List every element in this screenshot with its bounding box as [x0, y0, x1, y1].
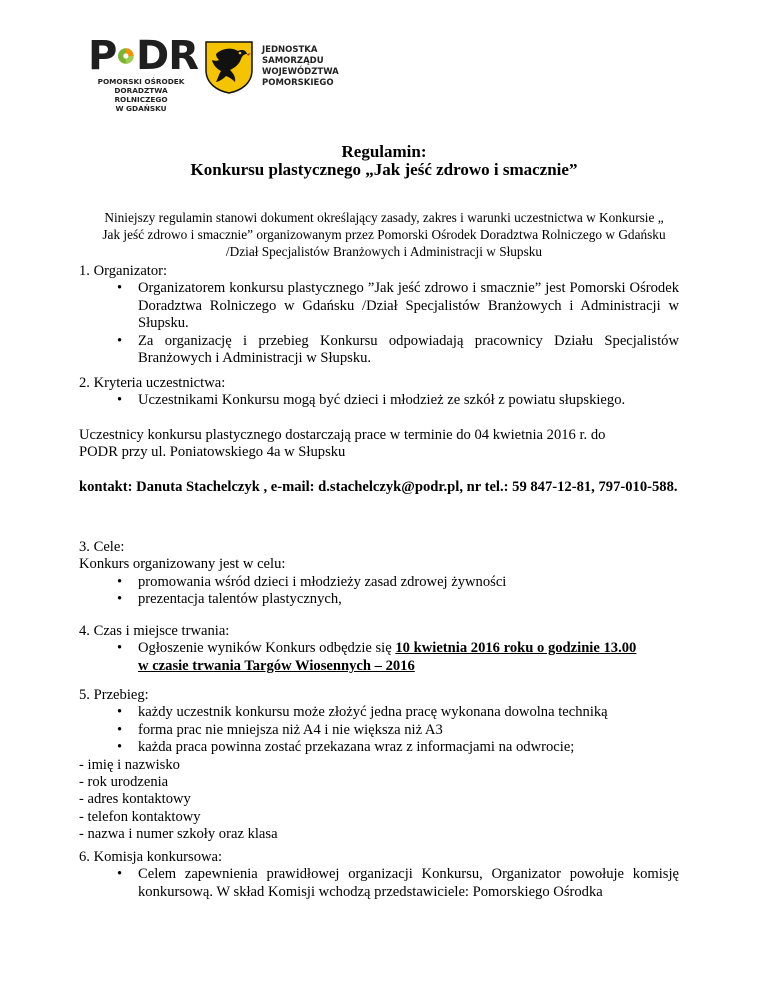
section-1-bullet-1: • Organizatorem konkursu plastycznego ”Jak jeść zdrowo i smacznie” jest Pomorski Ośrodek Doradztwa Rolniczego w Gdańsku /Dział Specjalistów Branżowych i Administracji w Słupsku. [79, 280, 679, 332]
section-4-heading: 4. Czas i miejsce trwania: [79, 623, 230, 639]
section-6-heading: 6. Komisja konkursowa: [79, 849, 223, 865]
contact-paragraph: kontakt: Danuta Stachelczyk , e-mail: d.stachelczyk@podr.pl, nr tel.: 59 847-12-81, 797-010-588. [79, 479, 678, 495]
section-3-bullet-2: • prezentacja talentów plastycznych, [79, 591, 679, 608]
section-4 [79, 623, 679, 675]
pomorskie-crest-icon [204, 40, 254, 94]
section-5-dash-1: - imię i nazwisko [79, 756, 180, 773]
results-date-bold: 10 kwietnia 2016 roku o godzinie 13.00 [395, 640, 637, 657]
document-subtitle: Konkursu plastycznego „Jak jeść zdrowo i smacznie” [190, 160, 578, 179]
section-6 [79, 849, 679, 901]
section-3-lead: Konkurs organizowany jest w celu: [79, 556, 286, 573]
section-2-bullet-1: • Uczestnikami Konkursu mogą być dzieci i młodzież ze szkół z powiatu słupskiego. [79, 392, 679, 409]
intro-paragraph: Niniejszy regulamin stanowi dokument określający zasady, zakres i warunki uczestnictwa w Konkursie „ Jak jeść zdrowo i smacznie” organizowanym przez Pomorski Ośrodek Doradztwa Rolniczego w Gdańsku /Dział Specjalistów Branżowych i Administracji w Słupsku [102, 210, 666, 259]
header-logos [88, 33, 348, 120]
podr-logo-circle-icon [117, 39, 135, 73]
section-5 [79, 687, 679, 844]
section-1-heading: 1. Organizator: [79, 263, 168, 279]
section-5-heading: 5. Przebieg: [79, 687, 149, 703]
section-2 [79, 375, 679, 410]
section-5-dash-3: - adres kontaktowy [79, 791, 191, 808]
section-1 [79, 263, 679, 367]
results-event-bold: w czasie trwania Targów Wiosennych – 2016 [138, 657, 415, 674]
section-3-heading: 3. Cele: [79, 539, 125, 555]
section-5-dash-4: - telefon kontaktowy [79, 808, 201, 825]
section-5-dash-2: - rok urodzenia [79, 774, 169, 791]
podr-logo [88, 33, 198, 113]
section-5-bullet-3: • każda praca powinna zostać przekazana wraz z informacjami na odwrocie; [79, 739, 679, 756]
section-3-bullet-1: • promowania wśród dzieci i młodzieży zasad zdrowej żywności [79, 574, 679, 591]
delivery-paragraph: Uczestnicy konkursu plastycznego dostarczają prace w terminie do 04 kwietnia 2016 r. do PODR przy ul. Poniatowskiego 4a w Słupsku [79, 427, 606, 461]
section-1-bullet-2: • Za organizację i przebieg Konkursu odpowiadają pracownicy Działu Specjalistów Branżowych i Administracji w Słupsku. [79, 333, 679, 368]
document-title: Regulamin: [341, 142, 427, 161]
section-6-bullet-1: • Celem zapewnienia prawidłowej organizacji Konkursu, Organizator powołuje komisję konkursową. W skład Komisji wchodzą przedstawiciele: Pomorskiego Ośrodka [79, 866, 679, 901]
section-5-dash-5: - nazwa i numer szkoły oraz klasa [79, 826, 278, 843]
section-4-bullet-text: Ogłoszenie wyników Konkurs odbędzie się [138, 640, 396, 657]
section-5-bullet-1: • każdy uczestnik konkursu może złożyć jedna pracę wykonana dowolna techniką [79, 704, 679, 721]
section-5-bullet-2: • forma prac nie mniejsza niż A4 i nie większa niż A3 [79, 722, 679, 739]
jst-label: JEDNOSTKA SAMORZĄDU WOJEWÓDZTWA POMORSKIEGO [262, 45, 339, 88]
section-3 [79, 539, 679, 609]
podr-logo-wordmark: P DR [88, 33, 198, 79]
section-2-heading: 2. Kryteria uczestnictwa: [79, 375, 226, 391]
podr-logo-subtitle: POMORSKI OŚRODEK DORADZTWA ROLNICZEGO W GDAŃSKU [97, 77, 185, 113]
section-4-bullet-1 [79, 640, 679, 675]
